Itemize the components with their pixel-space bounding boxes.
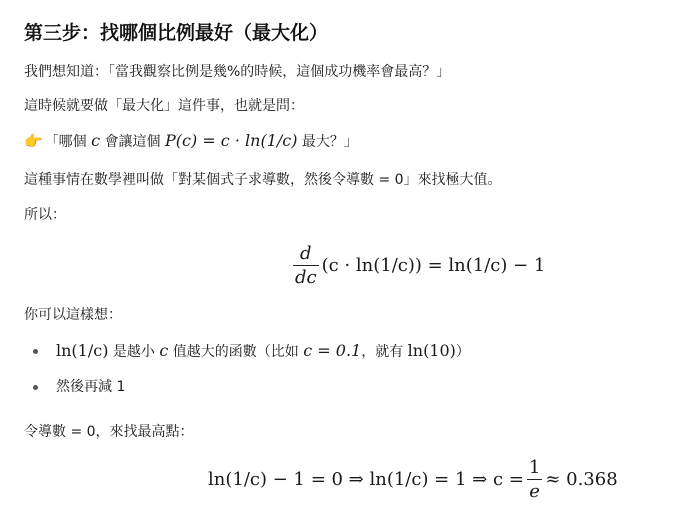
equation-solution bbox=[208, 457, 618, 502]
bullet-dot bbox=[33, 349, 38, 354]
paragraph-derivative: 這種事情在數學裡叫做「對某個式子求導數，然後令導數 = 0」來找極大值。 bbox=[24, 172, 502, 188]
callout-line: 👉 「哪個 c 會讓這個 P(c) = c · ln(1/c) 最大？」 bbox=[24, 131, 358, 150]
equation-solution-rhs: ≈ 0.368 bbox=[545, 469, 618, 490]
equation-derivative-rhs: (c · ln(1/c)) = ln(1/c) − 1 bbox=[321, 255, 546, 276]
equation-derivative bbox=[290, 243, 545, 288]
bullet-list bbox=[24, 341, 470, 397]
paragraph-think: 你可以這樣想： bbox=[24, 307, 122, 323]
equation-solution-lhs: ln(1/c) − 1 = 0 ⇒ ln(1/c) = 1 ⇒ c = bbox=[208, 469, 524, 490]
list-item: ln(1/c) 是越小 c 值越大的函數（比如 c = 0.1，就有 ln(10)） bbox=[24, 341, 470, 361]
pointing-hand-icon: 👉 bbox=[24, 132, 43, 150]
math-var-c: c bbox=[91, 131, 101, 150]
paragraph-so: 所以： bbox=[24, 207, 66, 223]
paragraph-set-zero: 令導數 = 0，來找最高點： bbox=[24, 424, 194, 440]
paragraph-maximize: 這時候就要做「最大化」這件事，也就是問： bbox=[24, 98, 304, 114]
fraction-d-dc: $\frac{d}{dc}$ bbox=[295, 243, 317, 288]
section-title: 第三步：找哪個比例最好（最大化） bbox=[24, 22, 329, 44]
bullet-dot bbox=[33, 385, 38, 390]
list-item: 然後再減 1 bbox=[24, 377, 470, 397]
paragraph-question: 我們想知道：「當我觀察比例是幾%的時候，這個成功機率會最高？」 bbox=[24, 64, 451, 80]
math-formula-p: P(c) = c · ln(1/c) bbox=[165, 131, 298, 150]
fraction-1-e: $\frac{1}{e}$ bbox=[528, 457, 541, 502]
